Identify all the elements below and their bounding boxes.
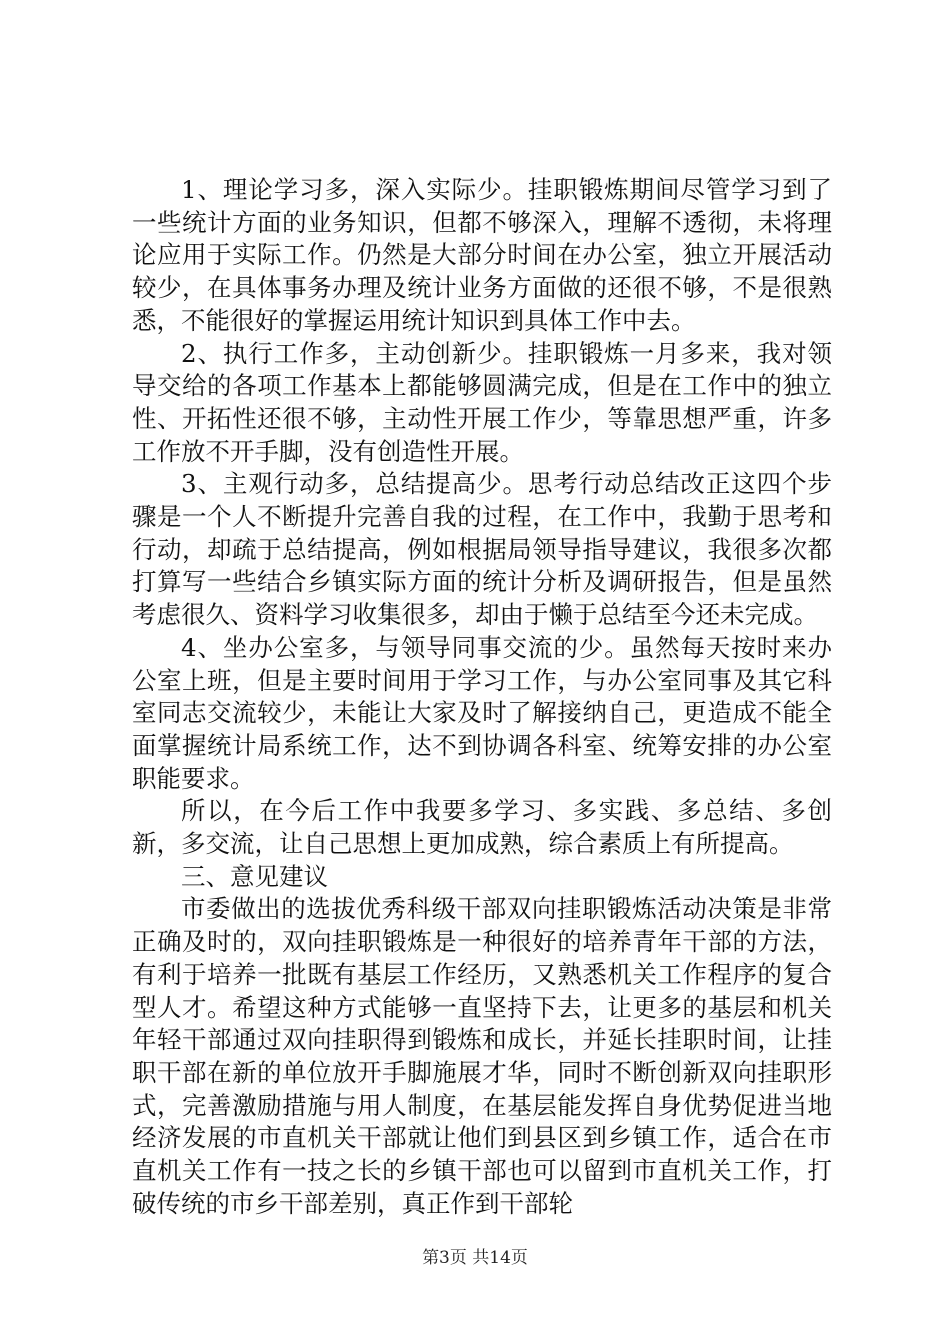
paragraph-point-4: 4、坐办公室多，与领导同事交流的少。虽然每天按时来办公室上班，但是主要时间用于学习工作，与办公室同事及其它科室同志交流较少，未能让大家及时了解接纳自己，更造成不能全面掌握统计局系统工作，达不到协调各科室、统筹安排的办公室职能要求。	[132, 632, 832, 793]
section-heading-suggestions: 三、意见建议	[181, 861, 328, 891]
page-number-footer: 第3页 共14页	[422, 1248, 528, 1268]
paragraph-point-3: 3、主观行动多，总结提高少。思考行动总结改正这四个步骤是一个人不断提升完善自我的过程，在工作中，我勤于思考和行动，却疏于总结提高，例如根据局领导指导建议，我很多次都打算写一些结合乡镇实际方面的统计分析及调研报告，但是虽然考虑很久、资料学习收集很多，却由于懒于总结至今还未完成。	[132, 469, 832, 630]
paragraph-suggestions: 市委做出的选拔优秀科级干部双向挂职锻炼活动决策是非常正确及时的，双向挂职锻炼是一种很好的培养青年干部的方法，有利于培养一批既有基层工作经历，又熟悉机关工作程序的复合型人才。希望这种方式能够一直坚持下去，让更多的基层和机关年轻干部通过双向挂职得到锻炼和成长，并延长挂职时间，让挂职干部在新的单位放开手脚施展才华，同时不断创新双向挂职形式，完善激励措施与用人制度，在基层能发挥自身优势促进当地经济发展的市直机关干部就让他们到县区到乡镇工作，适合在市直机关工作有一技之长的乡镇干部也可以留到市直机关工作，打破传统的市乡干部差别，真正作到干部轮	[132, 894, 832, 1218]
paragraph-conclusion: 所以，在今后工作中我要多学习、多实践、多总结、多创新，多交流，让自己思想上更加成熟，综合素质上有所提高。	[132, 796, 832, 859]
paragraph-point-1: 1、理论学习多，深入实际少。挂职锻炼期间尽管学习到了一些统计方面的业务知识，但都不够深入，理解不透彻，未将理论应用于实际工作。仍然是大部分时间在办公室，独立开展活动较少，在具体事务办理及统计业务方面做的还很不够，不是很熟悉，不能很好的掌握运用统计知识到具体工作中去。	[132, 175, 832, 335]
paragraph-point-2: 2、执行工作多，主动创新少。挂职锻炼一月多来，我对领导交给的各项工作基本上都能够圆满完成，但是在工作中的独立性、开拓性还很不够，主动性开展工作少，等靠思想严重，许多工作放不开手脚，没有创造性开展。	[132, 338, 832, 466]
document-body	[132, 174, 832, 1221]
